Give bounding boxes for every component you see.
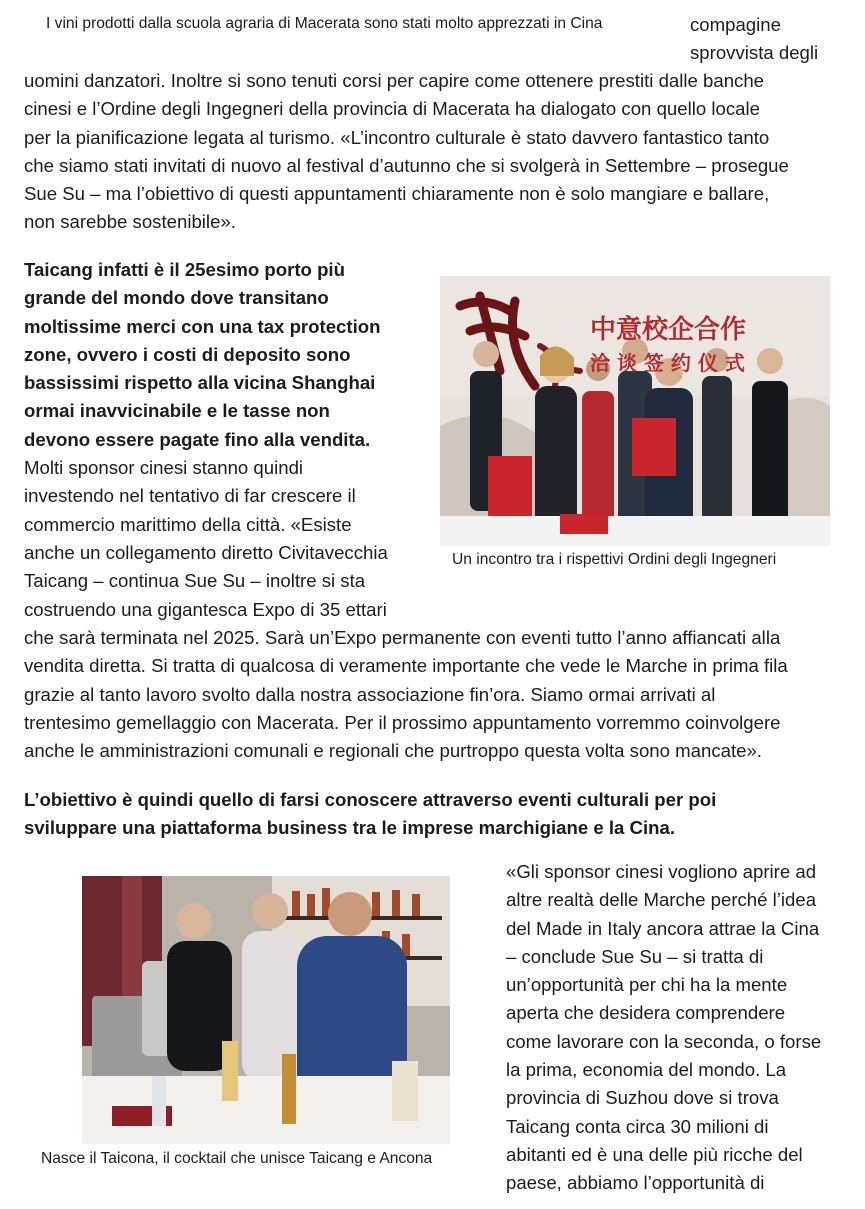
text-line: altre realtà delle Marche perché l’idea: [506, 889, 817, 911]
text-line: trentesimo gemellaggio con Macerata. Per il prossimo appuntamento vorremmo coinvolgere: [24, 711, 781, 733]
text-line: anche un collegamento diretto Civitavecchia: [24, 541, 388, 563]
bold-text-line: sviluppare una piattaforma business tra le imprese marchigiane e la Cina.: [24, 817, 676, 839]
photo-caption-ingegneri: Un incontro tra i rispettivi Ordini degli Ingegneri: [452, 551, 777, 568]
text-line: come lavorare con la seconda, o forse: [506, 1030, 822, 1052]
text-line: aperta che desidera comprendere: [506, 1002, 786, 1024]
paragraph-3: [24, 786, 716, 843]
text-line: abitanti ed è una delle più ricche del: [506, 1143, 803, 1165]
signing-ceremony-photo: [440, 276, 830, 546]
text-line: la prima, economia del mondo. La: [506, 1059, 787, 1081]
text-line: per la pianificazione legata al turismo. «L’incontro culturale è stato davvero fantastico tanto: [24, 126, 770, 148]
bold-text-line: Taicang infatti è il 25esimo porto più: [24, 259, 345, 280]
bold-text-line: L’obiettivo è quindi quello di farsi conoscere attraverso eventi culturali per poi: [24, 789, 717, 810]
red-folder-right: [632, 418, 676, 476]
text-line: un’opportunità per chi ha la mente: [506, 974, 788, 996]
paragraph-2-column: [24, 256, 388, 624]
text-line: che siamo stati invitati di nuovo al festival d’autunno che si svolgerà in Settembre – prosegue: [24, 154, 789, 176]
bold-text-line: bassissimi rispetto alla vicina Shanghai: [24, 372, 376, 394]
cocktail-photo: [82, 876, 450, 1144]
text-line: uomini danzatori. Inoltre si sono tenuti corsi per capire come ottenere prestiti dalle banche: [24, 70, 765, 91]
red-folder-left: [488, 456, 532, 516]
intro-right-line-2: sprovvista degli: [690, 42, 819, 63]
paragraph-4-column: [506, 858, 821, 1198]
text-line: Sue Su – ma l’obiettivo di questi appuntamenti chiaramente non è solo mangiare e ballare,: [24, 183, 770, 205]
text-line: costruendo una gigantesca Expo di 35 ettari: [24, 598, 387, 620]
banner-text-2: 洽 谈 签 约 仪 式: [590, 351, 745, 375]
text-line: cinesi e l’Ordine degli Ingegneri della provincia di Macerata ha dialogato con quello locale: [24, 98, 760, 120]
bold-text-line: ormai inavvicinabile e le tasse non: [24, 400, 330, 422]
bold-text-line: grande del mondo dove transitano: [24, 287, 329, 309]
top-photo-caption: I vini prodotti dalla scuola agraria di Macerata sono stati molto apprezzati in Cina: [46, 15, 603, 32]
text-line: «Gli sponsor cinesi vogliono aprire ad: [506, 861, 817, 882]
text-line: che sarà terminata nel 2025. Sarà un’Expo permanente con eventi tutto l’anno affiancati alla: [24, 627, 781, 648]
text-line: Taicang – continua Sue Su – inoltre si sta: [24, 570, 366, 592]
bold-text-line: devono essere pagate fino alla vendita.: [24, 428, 371, 450]
intro-right-line-1: compagine: [690, 14, 781, 35]
text-line: paese, abbiamo l’opportunità di: [506, 1172, 765, 1194]
paragraph-2-continued: [24, 624, 788, 765]
banner-text: 中意校企合作: [590, 315, 747, 345]
bold-text-line: zone, ovvero i costi di deposito sono: [24, 343, 351, 365]
text-line: del Made in Italy ancora attrae la Cina: [506, 917, 820, 939]
text-line: – conclude Sue Su – si tratta di: [506, 945, 764, 967]
text-line: commercio marittimo della città. «Esiste: [24, 513, 352, 535]
text-line: anche le amministrazioni comunali e regionali che purtroppo questa volta sono mancate».: [24, 740, 762, 762]
text-line: Molti sponsor cinesi stanno quindi: [24, 457, 304, 479]
text-line: vendita diretta. Si tratta di qualcosa di veramente importante che vede le Marche in prima fila: [24, 655, 788, 677]
text-line: grazie al tanto lavoro svolto dalla nostra associazione fin’ora. Siamo ormai arrivati al: [24, 683, 716, 705]
text-line: Taicang conta circa 30 milioni di: [506, 1115, 769, 1137]
photo-caption-taicona: Nasce il Taicona, il cocktail che unisce Taicang e Ancona: [41, 1150, 433, 1167]
text-line: investendo nel tentativo di far crescere il: [24, 485, 356, 507]
bold-text-line: moltissime merci con una tax protection: [24, 315, 381, 337]
text-line: provincia di Suzhou dove si trova: [506, 1087, 779, 1109]
text-line: non sarebbe sostenibile».: [24, 211, 236, 233]
paragraph-1: [24, 67, 789, 237]
